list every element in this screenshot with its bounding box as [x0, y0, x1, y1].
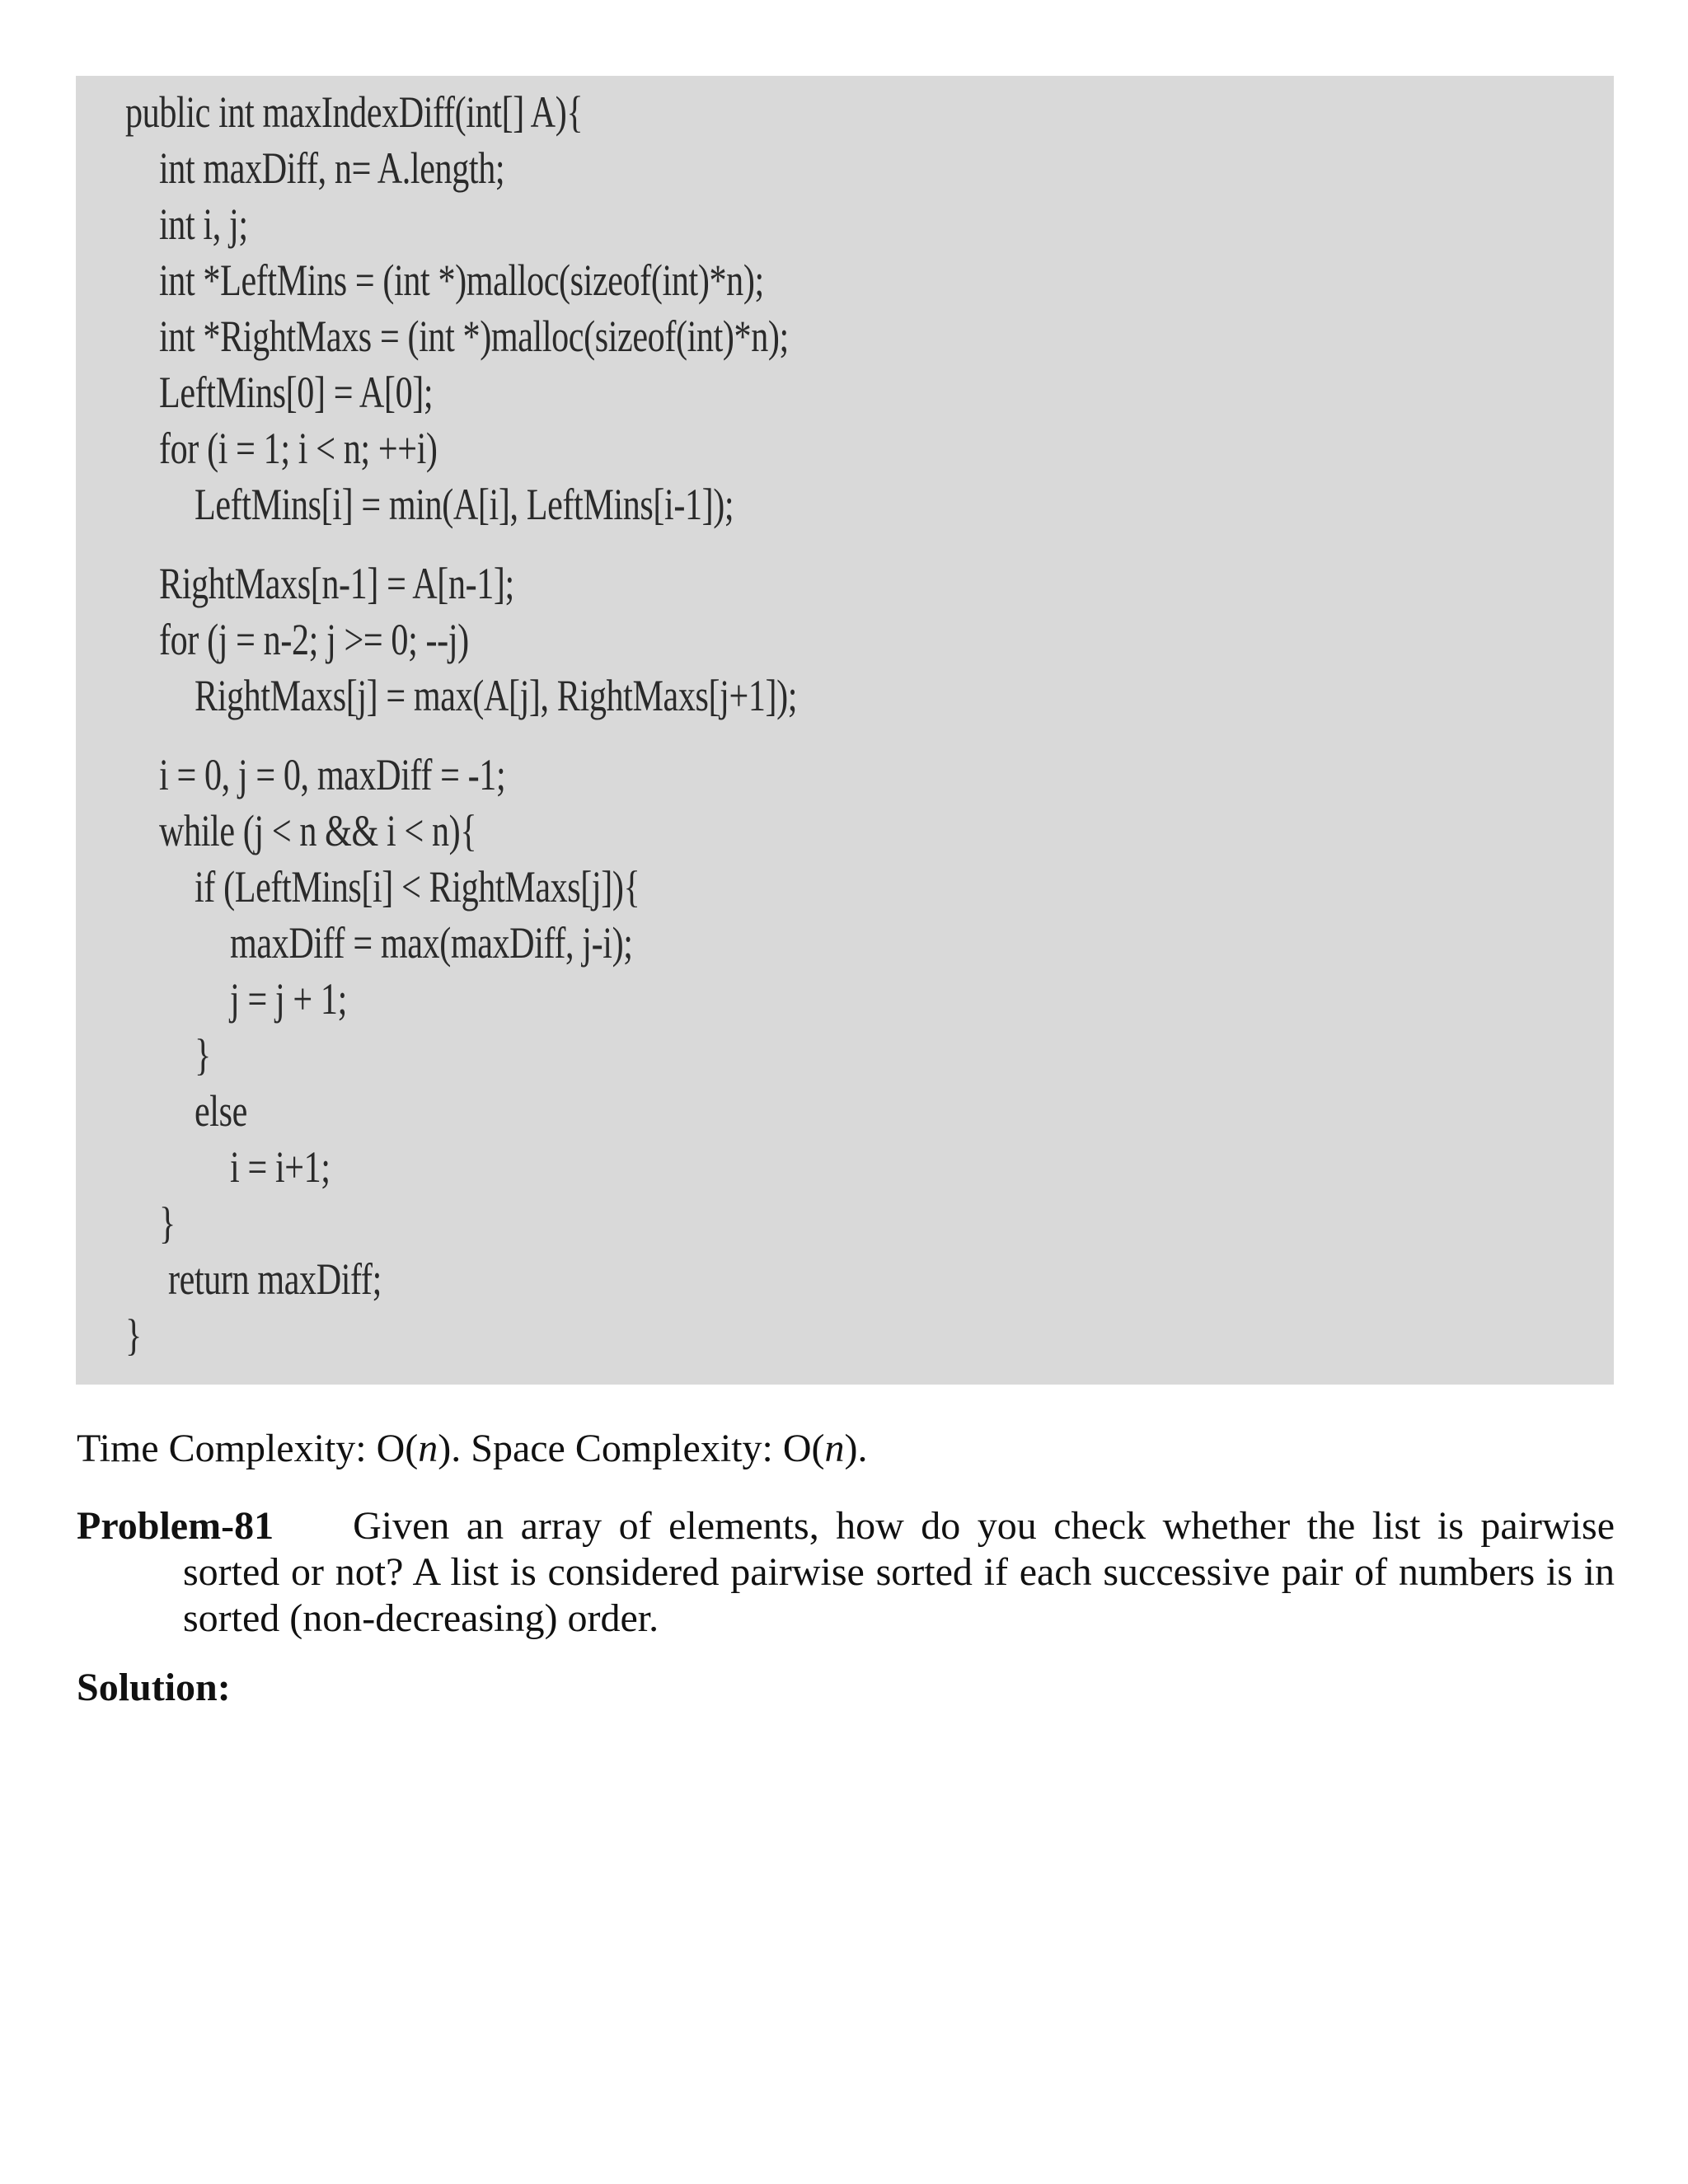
code-line: if (LeftMins[i] < RightMaxs[j]){	[195, 862, 640, 912]
code-line: RightMaxs[j] = max(A[j], RightMaxs[j+1]);	[195, 671, 798, 720]
problem-first-line	[77, 1503, 1615, 1549]
space-complexity-var: n	[824, 1427, 845, 1470]
code-line: while (j < n && i < n){	[159, 806, 477, 855]
problem-rest-text: sorted or not? A list is considered pairwise sorted if each successive pair of numbers is in sorted (non-decreasing) order.	[183, 1550, 1615, 1640]
code-line: for (j = n-2; j >= 0; --j)	[159, 615, 469, 664]
code-line: else	[195, 1086, 247, 1136]
code-line: int maxDiff, n= A.length;	[159, 143, 505, 193]
code-line: RightMaxs[n-1] = A[n-1];	[159, 559, 514, 608]
problem-label: Problem-81	[77, 1504, 274, 1548]
code-line: }	[125, 1310, 142, 1360]
complexity-line	[77, 1426, 868, 1472]
code-line: }	[159, 1198, 176, 1248]
solution-heading: Solution:	[77, 1666, 231, 1709]
problem-first-text: Given an array of elements, how do you check whether the list is pairwise	[353, 1504, 1615, 1548]
code-line: int i, j;	[159, 199, 248, 249]
code-line: public int maxIndexDiff(int[] A){	[125, 87, 584, 137]
time-complexity-label: Time Complexity: O(	[77, 1427, 419, 1470]
code-block	[76, 76, 1614, 1385]
code-line: i = i+1;	[230, 1142, 331, 1192]
code-line: }	[195, 1030, 211, 1080]
code-line: int *LeftMins = (int *)malloc(sizeof(int)*n);	[159, 255, 764, 305]
code-line: i = 0, j = 0, maxDiff = -1;	[159, 750, 506, 799]
complexity-end: ).	[844, 1427, 868, 1470]
time-complexity-var: n	[418, 1427, 438, 1470]
code-line: j = j + 1;	[230, 974, 347, 1024]
problem-statement	[77, 1503, 1615, 1642]
code-line: LeftMins[i] = min(A[i], LeftMins[i-1]);	[195, 480, 734, 529]
code-line: LeftMins[0] = A[0];	[159, 368, 434, 417]
code-line: return maxDiff;	[168, 1254, 382, 1304]
space-complexity-label: ). Space Complexity: O(	[438, 1427, 825, 1470]
code-line: maxDiff = max(maxDiff, j-i);	[230, 918, 633, 968]
code-line: for (i = 1; i < n; ++i)	[159, 424, 438, 473]
code-line: int *RightMaxs = (int *)malloc(sizeof(int)*n);	[159, 312, 789, 361]
